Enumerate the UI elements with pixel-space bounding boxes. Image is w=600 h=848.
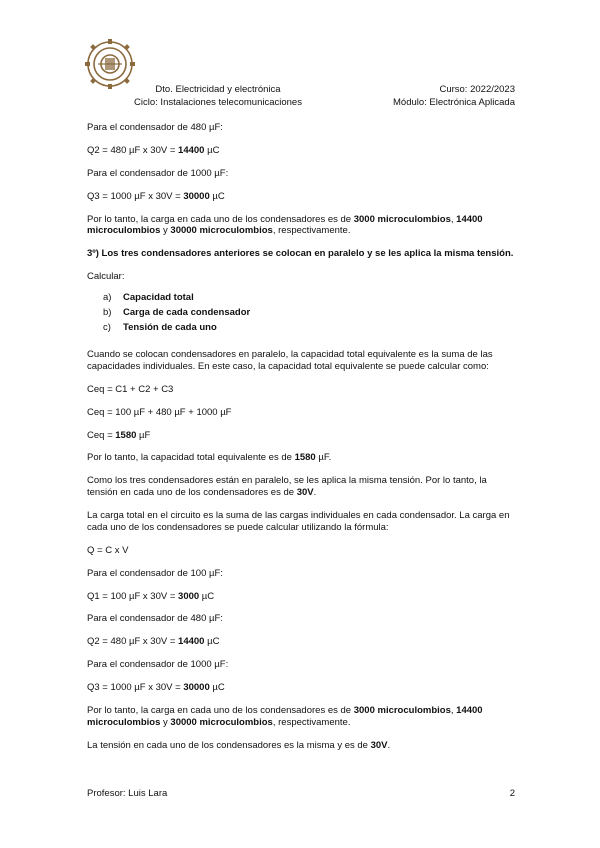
paragraph: Para el condensador de 1000 µF: — [87, 167, 229, 179]
gear-seal-logo-icon — [84, 38, 136, 90]
task-list — [87, 292, 515, 337]
document-body — [87, 122, 515, 763]
cycle-label: Ciclo: Instalaciones telecomunicaciones — [134, 97, 302, 108]
course-label: Curso: 2022/2023 — [439, 84, 515, 95]
header-left — [88, 84, 348, 110]
paragraph: Para el condensador de 480 µF: — [87, 613, 223, 625]
list-item: a) Capacidad total — [103, 292, 194, 303]
formula: Q = C x V — [87, 544, 129, 556]
equation-ceq-values: Ceq = 100 µF + 480 µF + 1000 µF — [87, 406, 232, 418]
page-number: 2 — [509, 788, 515, 799]
paragraph: Para el condensador de 480 µF: — [87, 122, 223, 133]
list-item: c) Tensión de cada uno — [103, 322, 217, 333]
paragraph-charge-summary: Por lo tanto, la carga en cada uno de los condensadores es de 3000 microculombios, 14400 microculombios y 30000 microculombios, respectivamente. — [87, 704, 483, 728]
list-item: b) Carga de cada condensador — [103, 307, 251, 318]
paragraph: Como los tres condensadores están en paralelo, se les aplica la misma tensión. Por lo tanto, la tensión en cada uno de los condensadores es de 30V. — [87, 475, 487, 499]
module-label: Módulo: Electrónica Aplicada — [393, 97, 515, 108]
header-right — [393, 84, 515, 110]
equation-q3: Q3 = 1000 µF x 30V = 30000 µC — [87, 682, 225, 693]
equation-ceq-sum: Ceq = C1 + C2 + C3 — [87, 383, 174, 395]
paragraph: Por lo tanto, la capacidad total equivalente es de 1580 µF. — [87, 452, 332, 464]
exercise-heading: 3º) Los tres condensadores anteriores se colocan en paralelo y se les aplica la misma tensión. — [87, 248, 514, 260]
department-label: Dto. Electricidad y electrónica — [155, 84, 281, 95]
paragraph: Para el condensador de 100 µF: — [87, 567, 223, 579]
equation-q1: Q1 = 100 µF x 30V = 3000 µC — [87, 590, 215, 602]
calcular-label: Calcular: — [87, 271, 125, 283]
equation-q2: Q2 = 480 µF x 30V = 14400 µC — [87, 144, 220, 156]
paragraph: Cuando se colocan condensadores en paralelo, la capacidad total equivalente es la suma de las capacidades individuales. En este caso, la capacidad total equivalente se puede calcular como: — [87, 349, 493, 372]
equation-q2: Q2 = 480 µF x 30V = 14400 µC — [87, 636, 220, 648]
paragraph: Para el condensador de 1000 µF: — [87, 659, 229, 671]
paragraph: La carga total en el circuito es la suma de las cargas individuales en cada condensador. La carga en cada uno de los condensadores se puede calcular utilizando la fórmula: — [87, 510, 510, 533]
paragraph-charge-summary: Por lo tanto, la carga en cada uno de los condensadores es de 3000 microculombios, 14400 microculombios y 30000 microculombios, respectivamente. — [87, 213, 483, 237]
paragraph: La tensión en cada uno de los condensadores es la misma y es de 30V. — [87, 739, 391, 751]
footer-teacher: Profesor: Luis Lara — [87, 788, 168, 799]
equation-q3: Q3 = 1000 µF x 30V = 30000 µC — [87, 190, 225, 202]
equation-ceq-result: Ceq = 1580 µF — [87, 429, 151, 441]
